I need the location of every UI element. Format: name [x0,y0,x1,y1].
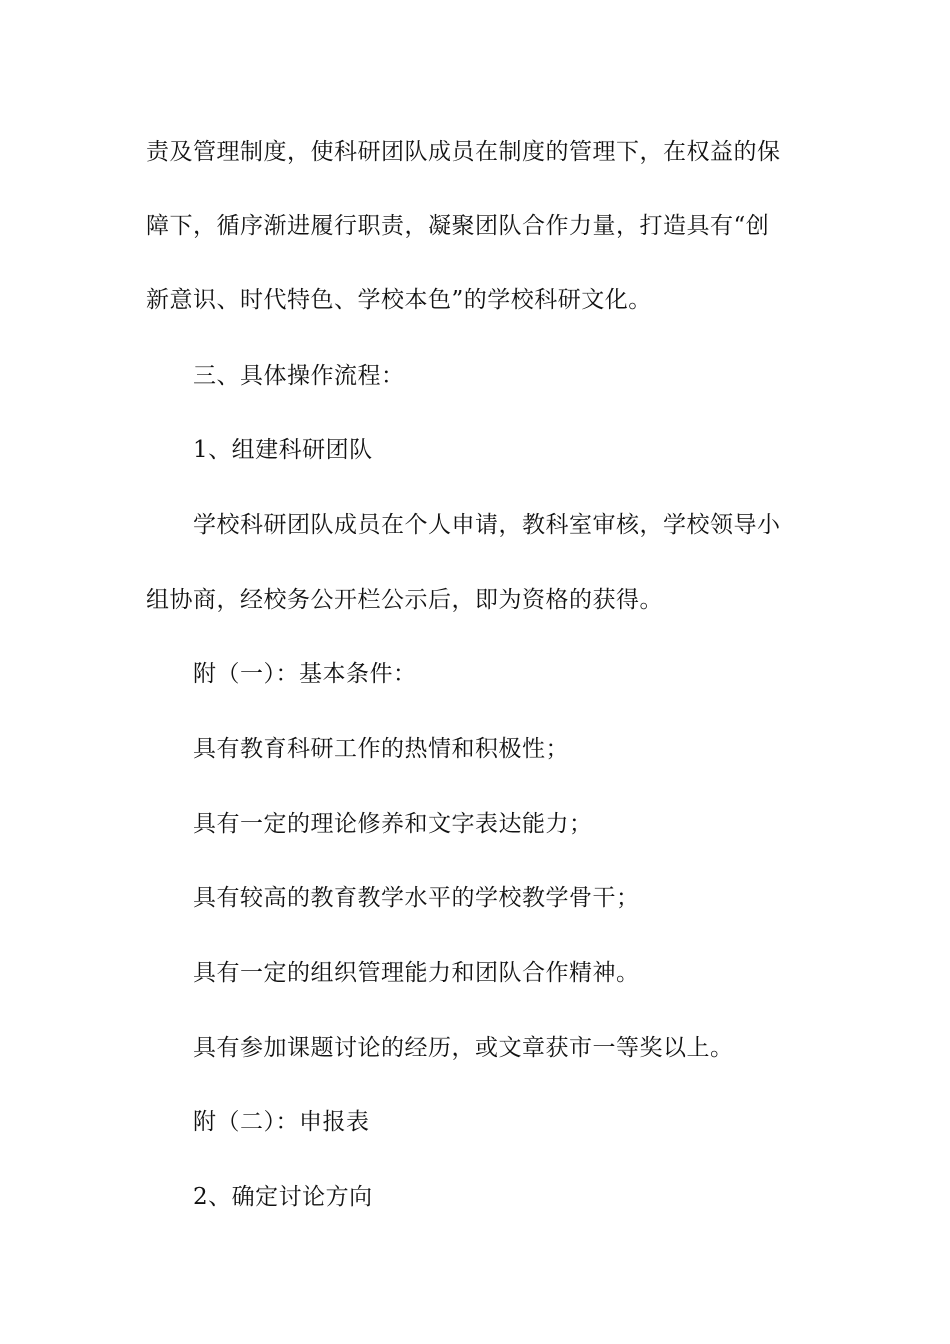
list-item: 具有参加课题讨论的经历，或文章获市一等奖以上。 [193,1035,734,1061]
list-item: 具有一定的组织管理能力和团队合作精神。 [193,960,640,986]
paragraph-line: 学校科研团队成员在个人申请，教科室审核，学校领导小 [193,512,781,538]
list-item: 具有一定的理论修养和文字表达能力； [193,811,593,837]
paragraph-line: 组协商，经校务公开栏公示后，即为资格的获得。 [146,587,663,613]
paragraph-line: 责及管理制度，使科研团队成员在制度的管理下，在权益的保 [146,139,781,165]
subsection-heading: 1、组建科研团队 [193,437,373,463]
list-item: 具有教育科研工作的热情和积极性； [193,736,569,762]
list-item: 具有较高的教育教学水平的学校教学骨干； [193,885,640,911]
appendix-heading: 附（一）：基本条件： [193,661,417,687]
appendix-heading: 附（二）：申报表 [193,1109,370,1135]
subsection-heading: 2、确定讨论方向 [193,1184,373,1210]
paragraph-line: 障下，循序渐进履行职责，凝聚团队合作力量，打造具有“创 [146,213,770,239]
paragraph-line: 新意识、时代特色、学校本色”的学校科研文化。 [146,287,652,313]
section-heading: 三、具体操作流程： [193,363,405,389]
